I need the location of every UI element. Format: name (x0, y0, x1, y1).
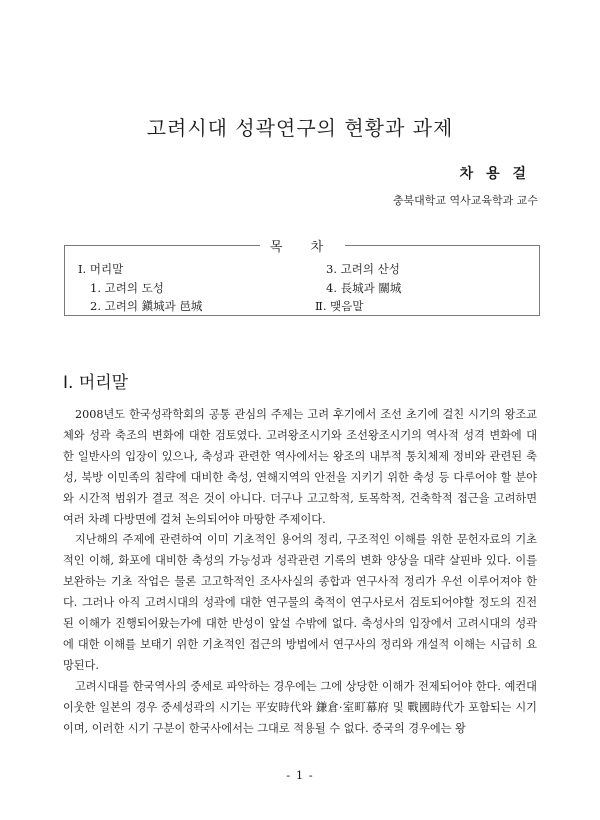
toc-item-capital: 1. 고려의 도성 (90, 281, 164, 295)
toc-item-intro: Ⅰ. 머리말 (78, 262, 124, 276)
page-title: 고려시대 성곽연구의 현황과 과제 (146, 116, 454, 140)
author-name: 차 용 걸 (459, 166, 530, 182)
body-text (63, 405, 537, 740)
toc-item-fortress-town: 2. 고려의 鎭城과 邑城 (90, 299, 203, 313)
paragraph: 2008년도 한국성곽학회의 공통 관심의 주제는 고려 후기에서 조선 초기에 걸친 시기의 왕조교체와 성곽 축조의 변화에 대한 검토였다. 고려왕조시기와 조선왕조시기의 역사적 성격 변화에 대한 일반사의 입장이 있으나, 축성과 관련한 역사에서는 왕조의 내부적 통치체제 정비와 관련된 축성, 북방 이민족의 침략에 대비한 축성, 연해지역의 안전을 지키기 위한 축성 등 다루어야 할 분야와 시간적 범위가 결코 적은 것이 아니다. 더구나 고고학적, 토목학적, 건축학적 접근을 고려하면 여러 차례 다방면에 걸쳐 논의되어야 마땅한 주제이다. (63, 408, 537, 526)
paragraph: 고려시대를 한국역사의 중세로 파악하는 경우에는 그에 상당한 이해가 전제되어야 한다. 예컨대 이웃한 일본의 경우 중세성곽의 시기는 平安時代와 鎌倉·室町幕府 및 戰國時代가 포함되는 시기이며, 이러한 시기 구분이 한국사에서는 그대로 적용될 수 없다. 중국의 경우에는 왕 (63, 679, 537, 735)
toc-item-mountain-fortress: 3. 고려의 산성 (326, 262, 400, 276)
paragraph: 지난해의 주제에 관련하여 이미 기초적인 용어의 정리, 구조적인 이해를 위한 문헌자료의 기초적인 이해, 화포에 대비한 축성의 가능성과 성곽관련 기록의 변화 양상을 대략 살핀바 있다. 이를 보완하는 기초 작업은 물론 고고학적인 조사사실의 종합과 연구사적 정리가 우선 이루어져야 한다. 그러나 아직 고려시대의 성곽에 대한 연구물의 축적이 연구사로서 검토되어야할 정도의 진전된 이해가 진행되어왔는가에 대한 반성이 앞설 수밖에 없다. 축성사의 입장에서 고려시대의 성곽에 대한 이해를 보태기 위한 기초적인 접근의 방법에서 연구사의 정리와 개설적 이해는 시급히 요망된다. (63, 533, 537, 672)
toc-item-conclusion: Ⅱ. 맺음말 (315, 299, 364, 313)
toc-heading: 목 차 (269, 240, 336, 255)
section-heading: Ⅰ. 머리말 (63, 373, 129, 393)
author-affiliation: 충북대학교 역사교육학과 교수 (392, 194, 538, 207)
page-number: - 1 - (286, 768, 314, 782)
toc-item-long-wall: 4. 長城과 關城 (326, 281, 402, 295)
